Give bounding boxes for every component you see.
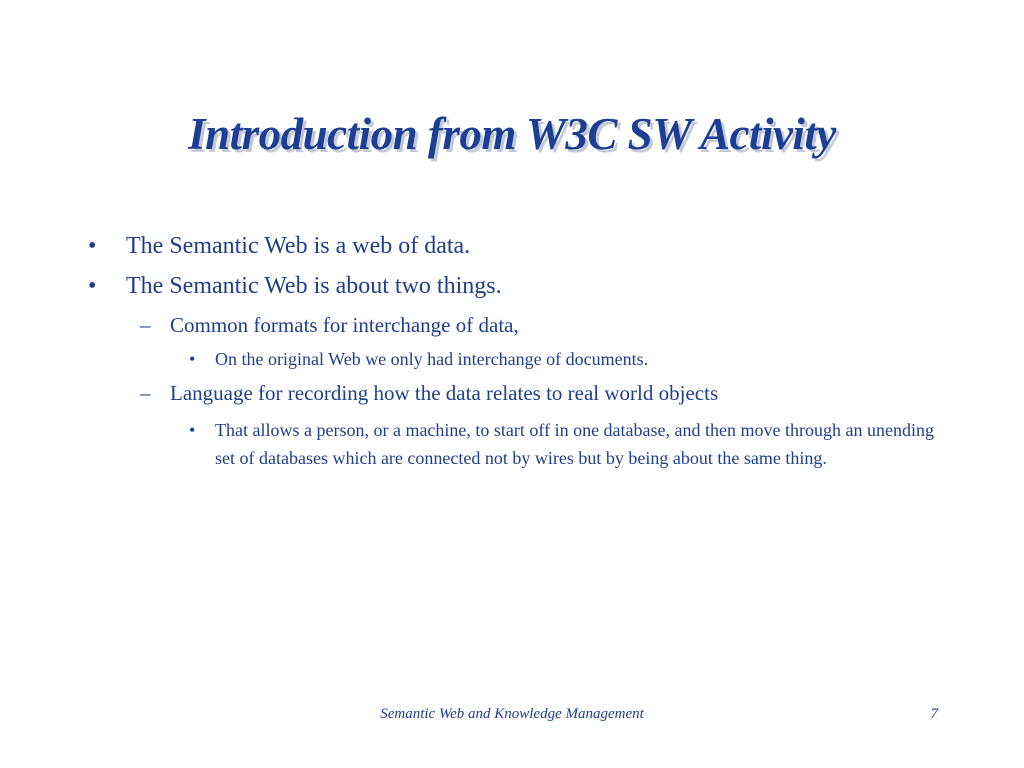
sub-sub-bullet-text: On the original Web we only had interchange of documents. [215, 349, 649, 369]
dash-marker: – [140, 313, 151, 337]
bullet-marker: • [189, 349, 196, 369]
sub-bullet-common-formats [140, 313, 519, 338]
sub-sub-bullet-allows-person [189, 416, 940, 472]
bullet-marker: • [189, 420, 196, 440]
sub-sub-bullet-original-web [189, 345, 649, 373]
bullet-text: The Semantic Web is a web of data. [126, 233, 471, 259]
sub-bullet-language [140, 381, 719, 406]
sub-sub-bullet-text: That allows a person, or a machine, to start off in one database, and then move through an unending set of databases which are connected not by wires but by being about the same thing. [215, 420, 934, 468]
bullet-marker: • [88, 233, 97, 259]
bullet-text: The Semantic Web is about two things. [126, 273, 502, 299]
bullet-web-of-data [88, 233, 471, 260]
footer-title: Semantic Web and Knowledge Management [380, 706, 644, 722]
bullet-two-things [88, 273, 502, 300]
bullet-marker: • [88, 273, 97, 299]
dash-marker: – [140, 381, 151, 405]
slide-title: Introduction from W3C SW Activity [188, 109, 836, 159]
sub-bullet-text: Language for recording how the data relates to real world objects [170, 381, 719, 405]
sub-bullet-text: Common formats for interchange of data, [170, 313, 519, 337]
page-number: 7 [930, 706, 938, 722]
